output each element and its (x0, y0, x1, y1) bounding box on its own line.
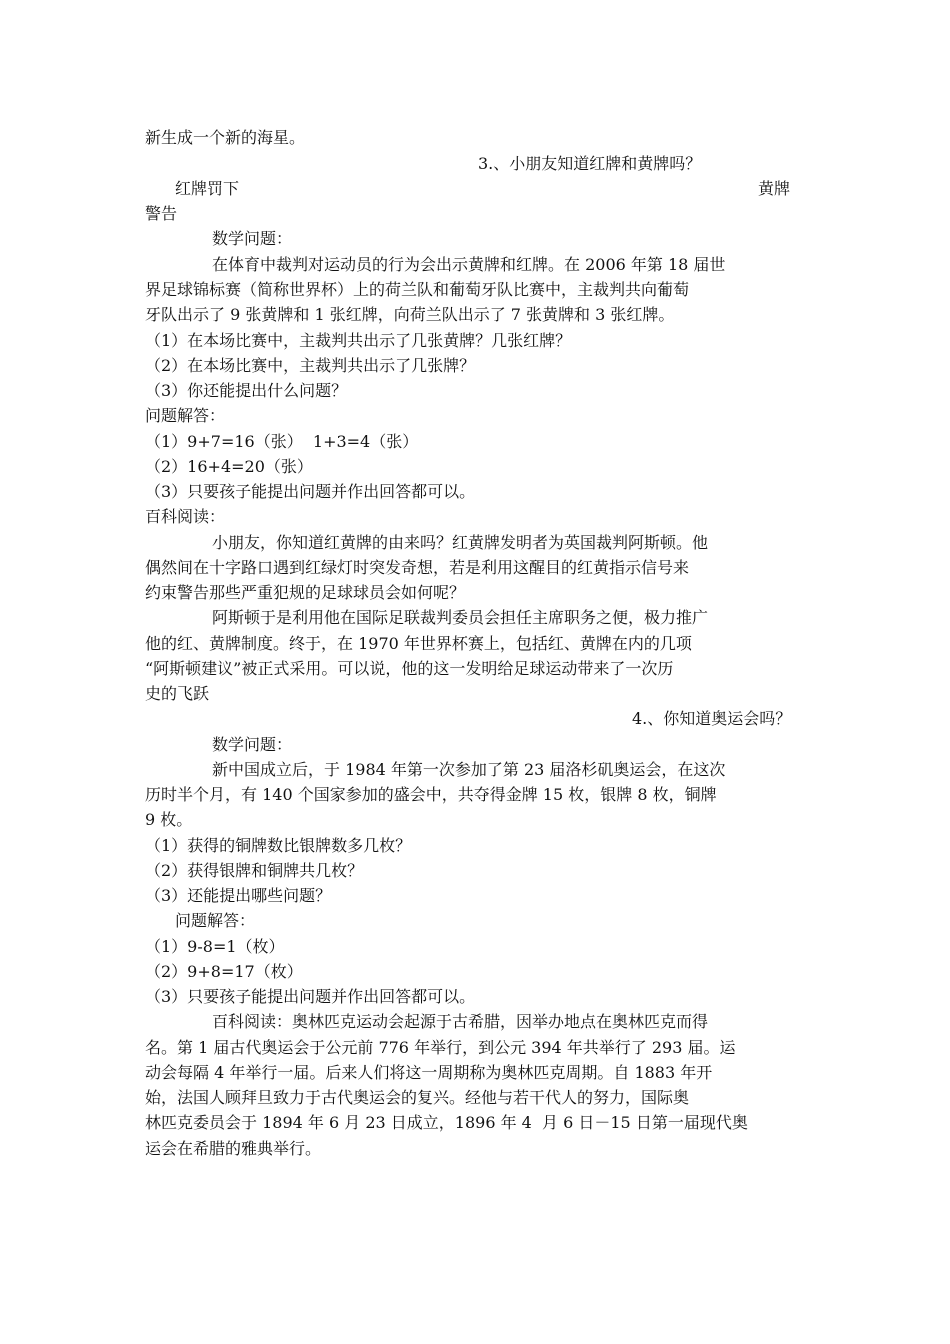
paragraph-line: 偶然间在十字路口遇到红绿灯时突发奇想，若是利用这醒目的红黄指示信号来 (145, 558, 690, 577)
paragraph-line: 百科阅读：奥林匹克运动会起源于古希腊，因举办地点在奥林匹克而得 (212, 1012, 709, 1031)
answer-line: （2）9+8=17（枚） (145, 962, 303, 981)
answer-line: （1）9-8=1（枚） (145, 937, 285, 956)
answer-line: （2）16+4=20（张） (145, 457, 313, 476)
question-line: （3）还能提出哪些问题？ (145, 886, 332, 905)
answer-line: （3）只要孩子能提出问题并作出回答都可以。 (145, 987, 476, 1006)
question-line: （2）在本场比赛中，主裁判共出示了几张牌？ (145, 356, 476, 375)
question-line: （2）获得银牌和铜牌共几枚？ (145, 861, 364, 880)
paragraph-line: 历时半个月，有 140 个国家参加的盛会中，共夺得金牌 15 枚，银牌 8 枚，铜牌 (145, 785, 717, 804)
question-line: （1）在本场比赛中，主裁判共出示了几张黄牌？几张红牌？ (145, 331, 572, 350)
text-line: 新生成一个新的海星。 (145, 128, 306, 147)
paragraph-line: 史的飞跃 (145, 684, 210, 703)
subheading-math-problem: 数学问题： (212, 735, 293, 754)
paragraph-line: 运会在希腊的雅典举行。 (145, 1139, 322, 1158)
paragraph-line: “阿斯顿建议”被正式采用。可以说，他的这一发明给足球运动带来了一次历 (145, 659, 674, 678)
paragraph-line: 他的红、黄牌制度。终于，在 1970 年世界杯赛上，包括红、黄牌在内的几项 (145, 634, 692, 653)
paragraph-line: 动会每隔 4 年举行一届。后来人们将这一周期称为奥林匹克周期。自 1883 年开 (145, 1063, 713, 1082)
section-heading-olympics: 4.、你知道奥运会吗？ (632, 709, 792, 728)
paragraph-line: 始，法国人顾拜旦致力于古代奥运会的复兴。经他与若干代人的努力，国际奥 (145, 1088, 690, 1107)
question-line: （3）你还能提出什么问题？ (145, 381, 348, 400)
paragraph-line: 名。第 1 届古代奥运会于公元前 776 年举行，到公元 394 年共举行了 293 届。运 (145, 1038, 736, 1057)
paragraph-line: 牙队出示了 9 张黄牌和 1 张红牌，向荷兰队出示了 7 张黄牌和 3 张红牌。 (145, 305, 675, 324)
subheading-answers: 问题解答： (145, 406, 226, 425)
subheading-math-problem: 数学问题： (212, 229, 293, 248)
text-line: 警告 (145, 204, 178, 223)
paragraph-line: 约束警告那些严重犯规的足球球员会如何呢？ (145, 583, 466, 602)
answer-line: （3）只要孩子能提出问题并作出回答都可以。 (145, 482, 476, 501)
question-line: （1）获得的铜牌数比银牌数多几枚？ (145, 836, 412, 855)
answer-line: （1）9+7=16（张） 1+3=4（张） (145, 432, 419, 451)
paragraph-line: 9 枚。 (145, 810, 193, 829)
yellow-card-caption: 黄牌 (758, 179, 791, 198)
paragraph-line: 林匹克委员会于 1894 年 6 月 23 日成立，1896 年 4 月 6 日－15 日第一届现代奥 (145, 1113, 748, 1132)
paragraph-line: 小朋友，你知道红黄牌的由来吗？红黄牌发明者为英国裁判阿斯顿。他 (212, 533, 709, 552)
paragraph-line: 界足球锦标赛（简称世界杯）上的荷兰队和葡萄牙队比赛中，主裁判共向葡萄 (145, 280, 690, 299)
subheading-encyclopedia: 百科阅读： (145, 507, 226, 526)
section-heading-red-yellow-cards: 3.、小朋友知道红牌和黄牌吗？ (478, 154, 702, 173)
subheading-answers: 问题解答： (175, 911, 256, 930)
paragraph-line: 在体育中裁判对运动员的行为会出示黄牌和红牌。在 2006 年第 18 届世 (212, 255, 726, 274)
red-card-caption: 红牌罚下 (175, 179, 240, 198)
paragraph-line: 新中国成立后，于 1984 年第一次参加了第 23 届洛杉矶奥运会，在这次 (212, 760, 726, 779)
paragraph-line: 阿斯顿于是利用他在国际足联裁判委员会担任主席职务之便，极力推广 (212, 608, 709, 627)
